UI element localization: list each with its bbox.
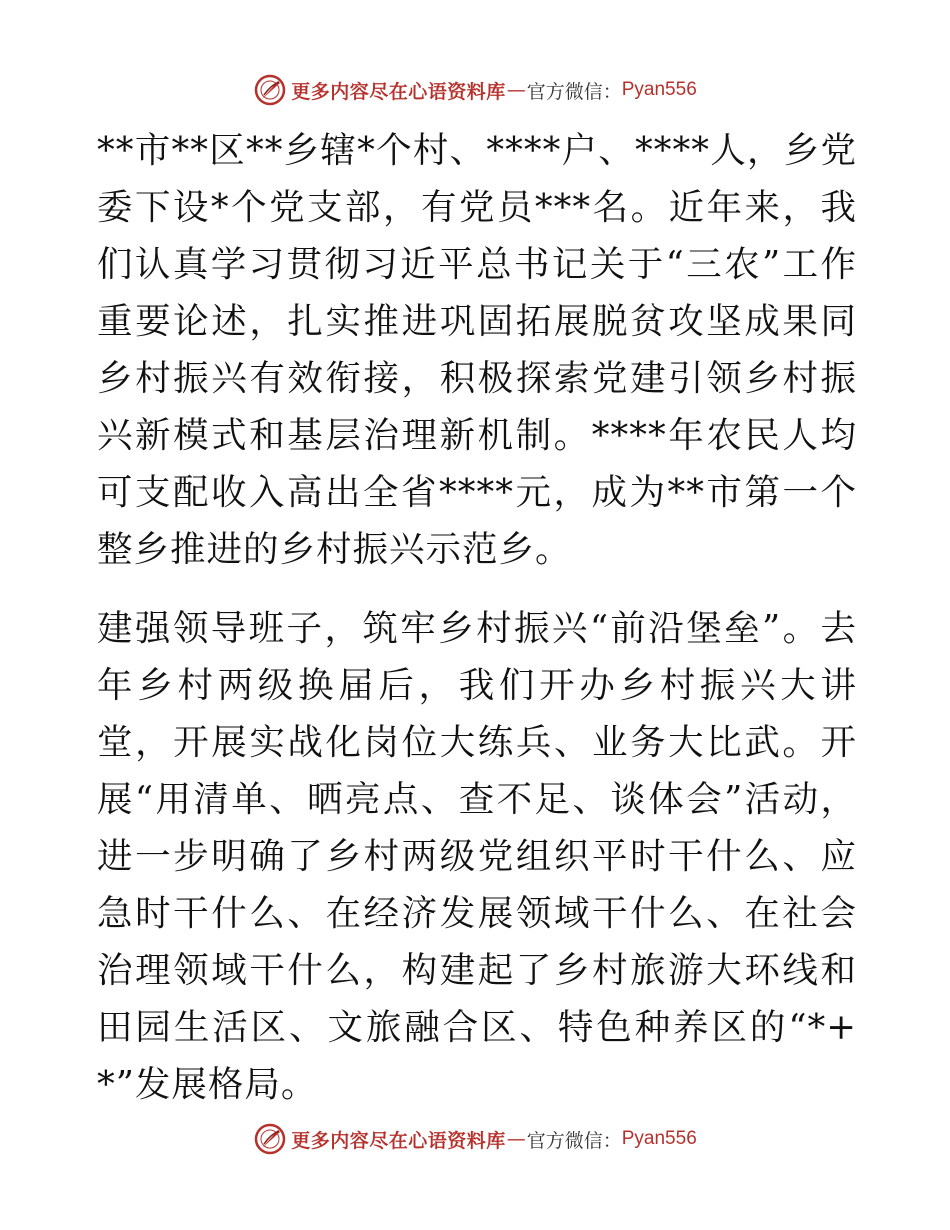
header-watermark [0,70,950,110]
document-body [97,122,857,1113]
paragraph-intro: **市**区**乡辖*个村、****户、****人，乡党委下设*个党支部，有党员***名。近年来，我们认真学习贯彻习近平总书记关于“三农”工作重要论述，扎实推进巩固拓展脱贫攻坚成果同乡村振兴有效衔接，积极探索党建引领乡村振兴新模式和基层治理新机制。****年农民人均可支配收入高出全省****元，成为**市第一个整乡推进的乡村振兴示范乡。 [97,130,857,570]
watermark-wechat-id: Pyan556 [621,79,697,100]
watermark-dash: — [506,79,526,101]
feather-pen-circle-icon [253,73,287,107]
feather-pen-circle-icon [253,1122,287,1156]
watermark-wechat-id: Pyan556 [621,1128,697,1149]
footer-watermark [0,1119,950,1159]
watermark-label: 官方微信： [526,80,622,103]
paragraph-leadership: 建强领导班子，筑牢乡村振兴“前沿堡垒”。去年乡村两级换届后，我们开办乡村振兴大讲堂，开展实战化岗位大练兵、业务大比武。开展“用清单、晒亮点、查不足、谈体会”活动，进一步明确了乡村两级党组织平时干什么、应急时干什么、在经济发展领域干什么、在社会治理领域干什么，构建起了乡村旅游大环线和田园生活区、文旅融合区、特色种养区的“*+*”发展格局。 [97,608,857,1105]
watermark-text: 更多内容尽在心语资料库 [291,1129,506,1152]
watermark-text: 更多内容尽在心语资料库 [291,80,506,103]
watermark-label: 官方微信： [526,1129,622,1152]
watermark-dash: — [506,1128,526,1150]
